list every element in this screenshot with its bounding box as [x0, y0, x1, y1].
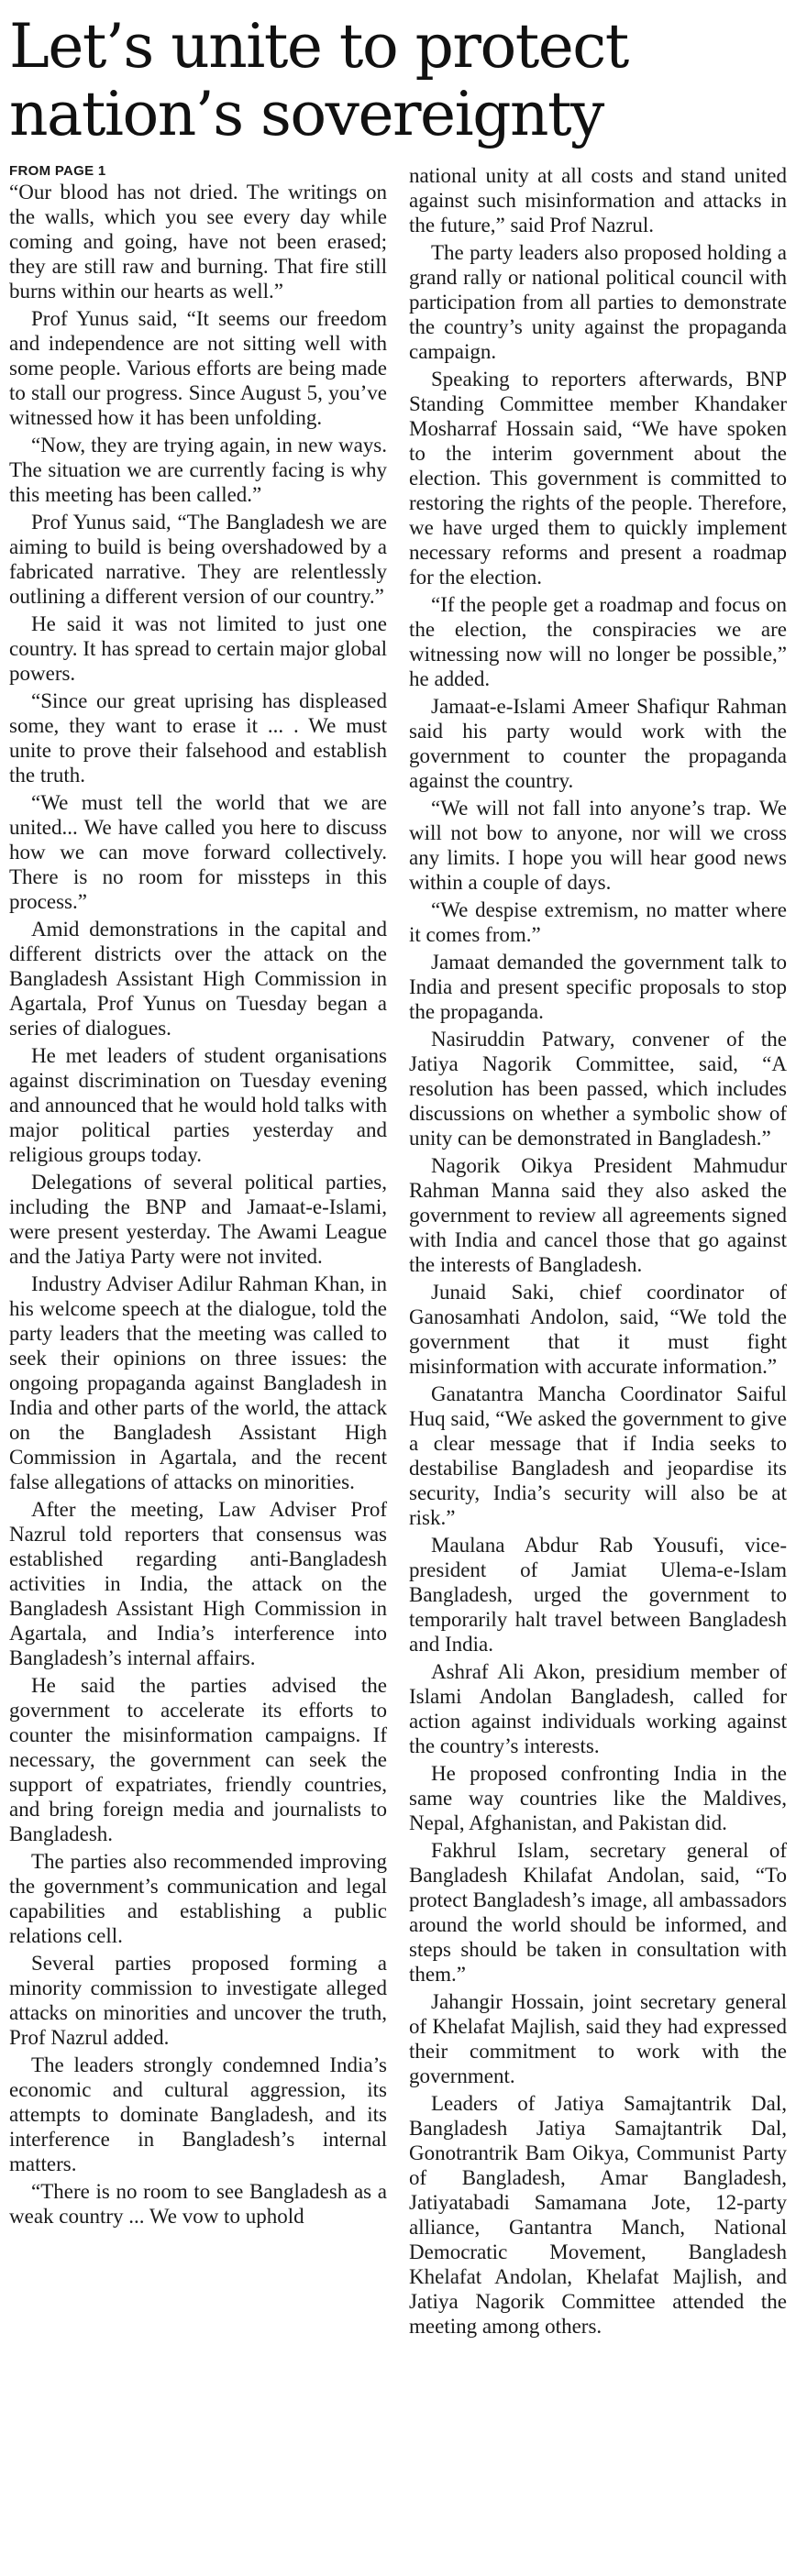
continuation-kicker: FROM PAGE 1 [9, 163, 106, 179]
paragraph: Jamaat demanded the government talk to India and present specific proposals to stop the propaganda. [409, 951, 787, 1023]
paragraph: Delegations of several political parties, including the BNP and Jamaat-e-Islami, were present yesterday. The Awami League and the Jatiya Party were not invited. [9, 1171, 387, 1268]
paragraph: Prof Yunus said, “It seems our freedom and independence are not sitting well with some people. Various efforts are being made to stall our progress. Since August 5, you’ve witnessed how it has been unfolding. [9, 307, 387, 429]
paragraph: Maulana Abdur Rab Yousufi, vice-president of Jamiat Ulema-e-Islam Bangladesh, urged the government to temporarily halt travel between Bangladesh and India. [409, 1534, 787, 1656]
paragraph: “Now, they are trying again, in new ways. The situation we are currently facing is why this meeting has been called.” [9, 434, 387, 506]
paragraph: national unity at all costs and stand united against such misinformation and attacks in the future,” said Prof Nazrul. [409, 164, 787, 237]
paragraph: He proposed confronting India in the same way countries like the Maldives, Nepal, Afghanistan, and Pakistan did. [409, 1762, 787, 1834]
paragraph: Jahangir Hossain, joint secretary general of Khelafat Majlish, said they had expressed their commitment to work with the government. [409, 1990, 787, 2087]
paragraph: “We must tell the world that we are united... We have called you here to discuss how we can move forward collectively. There is no room for missteps in this process.” [9, 791, 387, 913]
paragraph: He said the parties advised the government to accelerate its efforts to counter the misinformation campaigns. If necessary, the government can seek the support of expatriates, friendly countries, and bring foreign media and journalists to Bangladesh. [9, 1674, 387, 1845]
paragraph: Jamaat-e-Islami Ameer Shafiqur Rahman said his party would work with the government to counter the propaganda against the country. [409, 695, 787, 792]
article-body [9, 163, 787, 2341]
headline-line-2: nation’s sovereignty [9, 79, 603, 149]
paragraph: Industry Adviser Adilur Rahman Khan, in his welcome speech at the dialogue, told the party leaders that the meeting was called to seek their opinions on three issues: the ongoing propaganda against Bangladesh in India and other parts of the world, the attack on the Bangladesh Assistant High Commission in Agartala, and the recent false allegations of attacks on minorities. [9, 1272, 387, 1493]
left-column [9, 163, 387, 2341]
paragraph: “We despise extremism, no matter where it comes from.” [409, 898, 787, 946]
paragraph: Fakhrul Islam, secretary general of Bangladesh Khilafat Andolan, said, “To protect Bangladesh’s image, all ambassadors around the world should be informed, and steps should be taken in consultation with them.” [409, 1839, 787, 1986]
paragraph: Ashraf Ali Akon, presidium member of Islami Andolan Bangladesh, called for action against individuals working against the country’s interests. [409, 1660, 787, 1757]
paragraph: “We will not fall into anyone’s trap. We will not bow to anyone, nor will we cross any limits. I hope you will hear good news within a couple of days. [409, 797, 787, 894]
paragraph: Prof Yunus said, “The Bangladesh we are aiming to build is being overshadowed by a fabricated narrative. They are relentlessly outlining a different version of our country.” [9, 511, 387, 608]
paragraph: Amid demonstrations in the capital and different districts over the attack on the Bangladesh Assistant High Commission in Agartala, Prof Yunus on Tuesday began a series of dialogues. [9, 918, 387, 1040]
paragraph: The party leaders also proposed holding a grand rally or national political council with participation from all parties to demonstrate the country’s unity against the propaganda campaign. [409, 241, 787, 363]
right-column [409, 163, 787, 2341]
paragraph: The parties also recommended improving the government’s communication and legal capabilities and establishing a public relations cell. [9, 1850, 387, 1947]
headline [9, 13, 787, 149]
paragraph: He met leaders of student organisations against discrimination on Tuesday evening and announced that he would hold talks with major political parties yesterday and religious groups today. [9, 1044, 388, 1166]
paragraph: Leaders of Jatiya Samajtantrik Dal, Bangladesh Jatiya Samajtantrik Dal, Gonotrantrik Bam Oikya, Communist Party of Bangladesh, Amar Bangladesh, Jatiyatabadi Samamana Jote, 12-party alliance, Gantantra Manch, National Democratic Movement, Bangladesh Khelafat Andolan, Khelafat Majlish, and Jatiya Nagorik Committee attended the meeting among others. [409, 2092, 787, 2338]
paragraph: “There is no room to see Bangladesh as a weak country ... We vow to uphold [9, 2180, 387, 2228]
paragraph: He said it was not limited to just one country. It has spread to certain major global powers. [9, 612, 387, 685]
paragraph: Junaid Saki, chief coordinator of Ganosamhati Andolon, said, “We told the government that it must fight misinformation with accurate information.” [409, 1281, 787, 1378]
paragraph: Speaking to reporters afterwards, BNP Standing Committee member Khandaker Mosharraf Hossain said, “We have spoken to the interim government about the election. This government is committed to restoring the rights of the people. Therefore, we have urged them to quickly implement necessary reforms and present a roadmap for the election. [409, 368, 787, 589]
paragraph: “Our blood has not dried. The writings on the walls, which you see every day while coming and going, have not been erased; they are still raw and burning. That fire still burns within our hearts as well.” [9, 181, 387, 303]
paragraph: After the meeting, Law Adviser Prof Nazrul told reporters that consensus was established regarding anti-Bangladesh activities in India, the attack on the Bangladesh Assistant High Commission in Agartala, and India’s interference into Bangladesh’s internal affairs. [9, 1498, 387, 1669]
paragraph: Nasiruddin Patwary, convener of the Jatiya Nagorik Committee, said, “A resolution has been passed, which includes discussions on whether a symbolic show of unity can be demonstrated in Bangladesh.” [409, 1028, 787, 1150]
paragraph: Several parties proposed forming a minority commission to investigate alleged attacks on minorities and uncover the truth, Prof Nazrul added. [9, 1952, 387, 2049]
paragraph: Nagorik Oikya President Mahmudur Rahman Manna said they also asked the government to review all agreements signed with India and cancel those that go against the interests of Bangladesh. [409, 1154, 787, 1276]
paragraph: “Since our great uprising has displeased some, they want to erase it ... . We must unite to prove their falsehood and establish the truth. [9, 689, 387, 787]
paragraph: The leaders strongly condemned India’s economic and cultural aggression, its attempts to dominate Bangladesh, and its interference in Bangladesh’s internal matters. [9, 2053, 387, 2175]
headline-line-1: Let’s unite to protect [9, 11, 628, 82]
paragraph: Ganatantra Mancha Coordinator Saiful Huq said, “We asked the government to give a clear message that if India seeks to destabilise Bangladesh and jeopardise its security, India’s security will also be at risk.” [409, 1382, 787, 1529]
paragraph: “If the people get a roadmap and focus on the election, the conspiracies we are witnessing now will no longer be possible,” he added. [409, 593, 787, 690]
